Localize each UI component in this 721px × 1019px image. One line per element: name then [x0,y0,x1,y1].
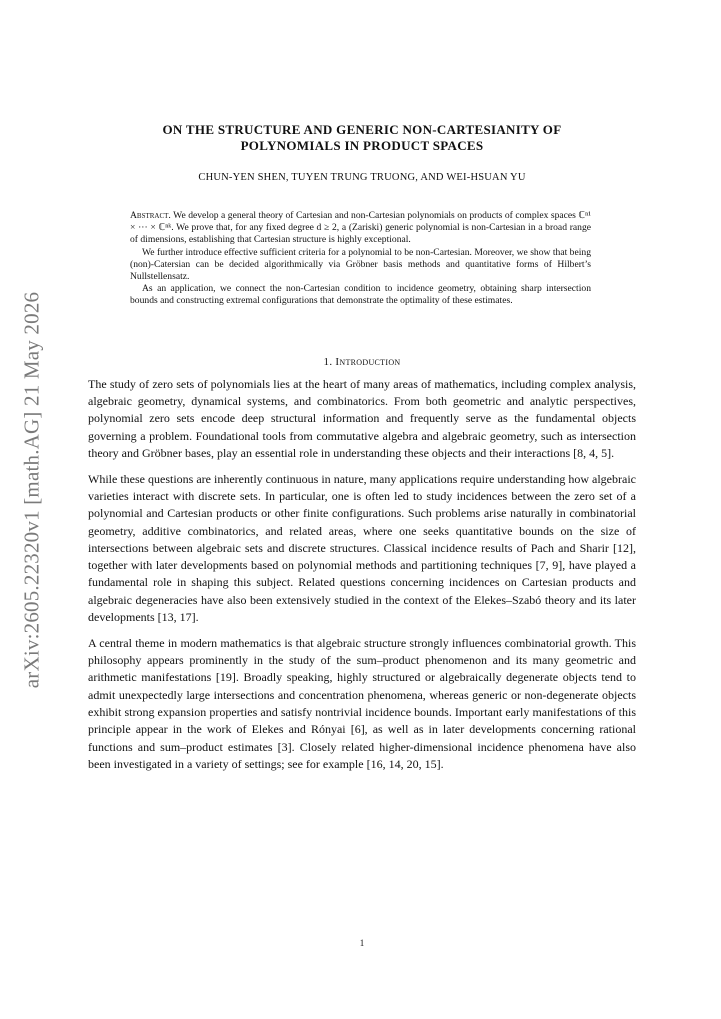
title-line-2: POLYNOMIALS IN PRODUCT SPACES [240,138,484,153]
body-paragraph-1: The study of zero sets of polynomials lies at the heart of many areas of mathematics, including complex analysis, algebraic geometry, dynamical systems, and combinatorics. From both geometric and analytic perspectives, polynomial zero sets encode deep structural information and frequently serve as the fundamental objects governing a problem. Foundational tools from commutative algebra and algebraic geometry, such as intersection theory and Gröbner bases, play an essential role in understanding these objects and their interactions [8, 4, 5]. [88,376,636,460]
paper-title [88,122,636,154]
body-paragraph-3: A central theme in modern mathematics is that algebraic structure strongly influences combinatorial growth. This philosophy appears prominently in the study of the sum–product phenomenon and its many geometric and arithmetic manifestations [19]. Broadly speaking, highly structured or algebraically degenerate objects tend to admit unexpectedly large intersections and concentration phenomena, whereas generic or non-degenerate objects exhibit strong expansion properties and satisfy nontrivial incidence bounds. Important early manifestations of this principle appear in the work of Elekes and Rónyai [6], as well as in later developments concerning rational functions and sum–product estimates [3]. Closely related higher-dimensional incidence phenomena have also been investigated in a variety of settings; see for example [16, 14, 20, 15]. [88,635,636,771]
paper-page [88,0,636,1019]
arxiv-identifier: arXiv:2605.22320v1 [math.AG] 21 May 2026 [19,291,44,689]
introduction-body [88,376,636,774]
page-number: 1 [359,938,365,948]
arxiv-sidebar [0,0,62,1019]
abstract-paragraph-3: As an application, we connect the non-Cartesian condition to incidence geometry, obtaining sharp intersection bounds and constructing extremal configurations that demonstrate the optimality of these estimates. [130,283,591,307]
abstract-label: Abstract. [130,210,171,221]
abstract-paragraph-1 [130,210,591,247]
paper-authors: CHUN-YEN SHEN, TUYEN TRUNG TRUONG, AND WEI-HSUAN YU [198,172,526,183]
body-paragraph-2: While these questions are inherently continuous in nature, many applications require understanding how algebraic varieties interact with discrete sets. In particular, one is often led to study incidences between the zero set of a polynomial and Cartesian products or other finite configurations. Such problems arise naturally in combinatorial geometry, additive combinatorics, and related areas, where one seeks quantitative bounds on the size of intersections between algebraic sets and discrete structures. Classical incidence results of Pach and Sharir [12], together with later developments based on polynomial methods and partitioning techniques [7, 9], have played a fundamental role in shaping this subject. Related questions concerning incidences on Cartesian products and algebraic degeneracies have also been extensively studied in the context of the Elekes–Szabó theory and its later developments [13, 17]. [88,471,636,624]
section-heading-introduction: 1. Introduction [323,355,401,368]
abstract [130,210,591,308]
abstract-text-1: We develop a general theory of Cartesian and non-Cartesian polynomials on products of complex spaces ℂⁿ¹ × ··· × ℂⁿᵏ. We prove that, for any fixed degree d ≥ 2, a (Zariski) generic polynomial is non-Cartesian in a broad range of dimensions, establishing that Cartesian structure is highly exceptional. [130,210,591,246]
abstract-paragraph-2: We further introduce effective sufficient criteria for a polynomial to be non-Cartesian. Moreover, we show that being (non)-Catersian can be decided algorithmically via Gröbner basis methods and quantitative forms of Hilbert’s Nullstellensatz. [130,246,591,283]
title-line-1: ON THE STRUCTURE AND GENERIC NON-CARTESIANITY OF [162,122,562,137]
